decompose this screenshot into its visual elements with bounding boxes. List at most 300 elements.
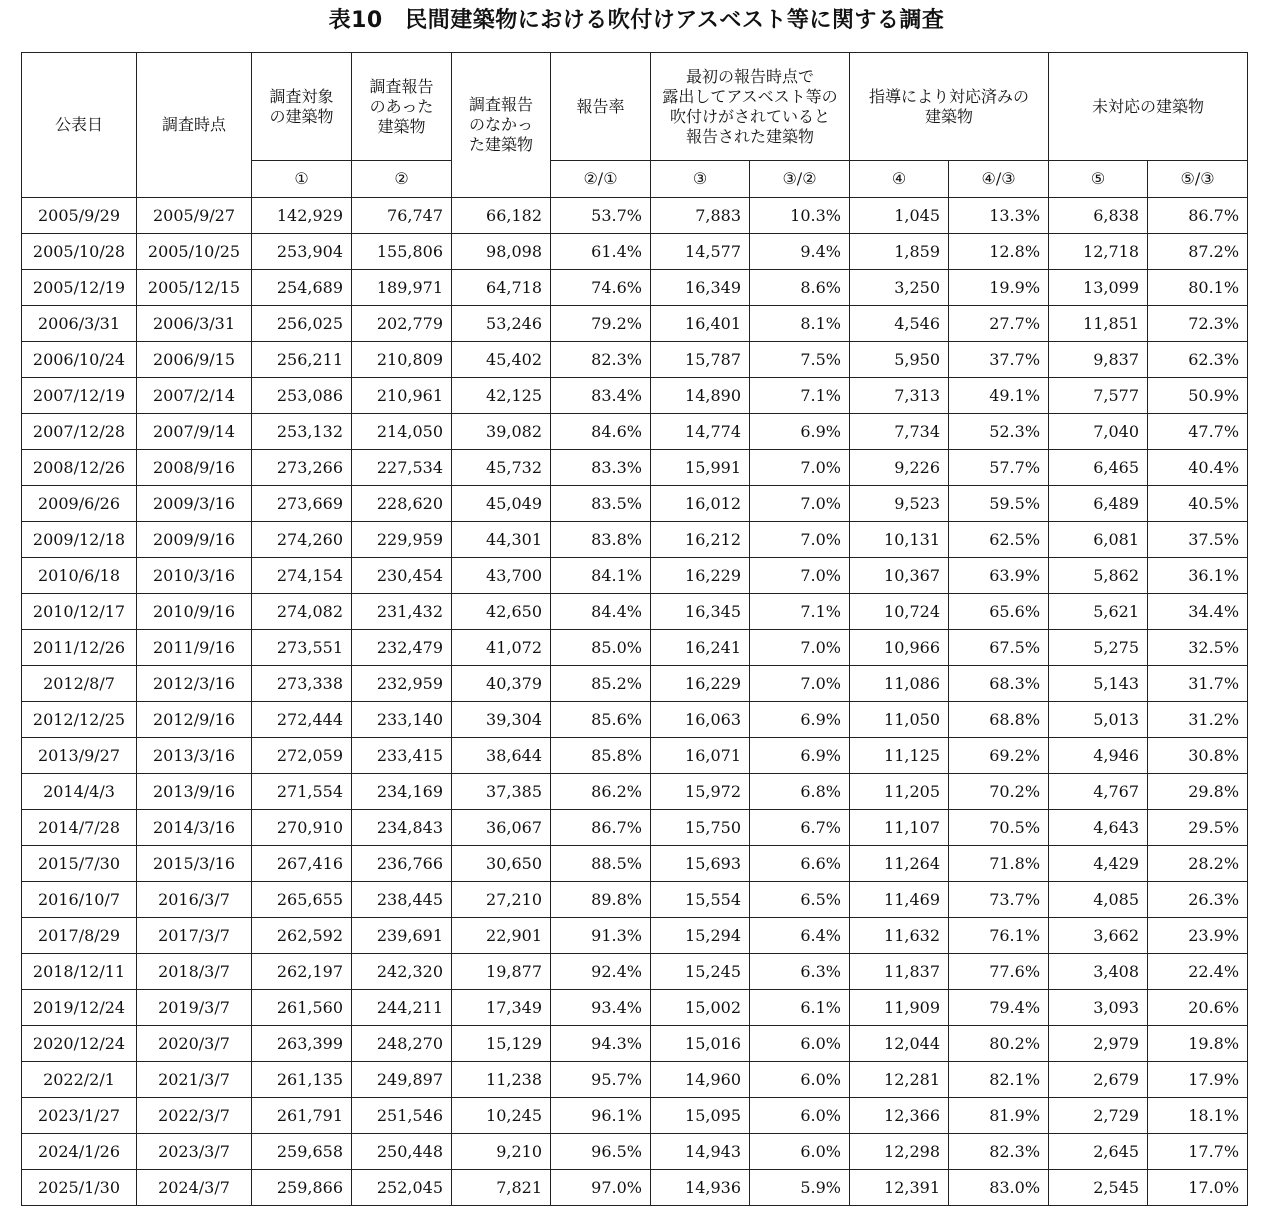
cell-announce-date: 2020/12/24 [22, 1026, 137, 1062]
cell-unhandled-ratio: 72.3% [1148, 306, 1248, 342]
subheader-2-over-1: ②/① [551, 161, 651, 198]
cell-not-reported: 98,098 [452, 234, 551, 270]
cell-survey-date: 2024/3/7 [137, 1170, 252, 1206]
cell-reported: 228,620 [352, 486, 452, 522]
cell-not-reported: 15,129 [452, 1026, 551, 1062]
cell-reported: 189,971 [352, 270, 452, 306]
cell-survey-date: 2014/3/16 [137, 810, 252, 846]
table-row [22, 1062, 1248, 1098]
cell-exposed-ratio: 7.5% [750, 342, 850, 378]
cell-exposed: 15,095 [651, 1098, 750, 1134]
cell-unhandled-ratio: 30.8% [1148, 738, 1248, 774]
cell-unhandled: 6,081 [1049, 522, 1148, 558]
cell-exposed-ratio: 7.1% [750, 378, 850, 414]
cell-handled: 4,546 [850, 306, 949, 342]
cell-announce-date: 2006/3/31 [22, 306, 137, 342]
cell-target: 273,551 [252, 630, 352, 666]
cell-report-rate: 93.4% [551, 990, 651, 1026]
cell-survey-date: 2016/3/7 [137, 882, 252, 918]
cell-handled-ratio: 52.3% [949, 414, 1049, 450]
cell-handled: 11,050 [850, 702, 949, 738]
cell-unhandled-ratio: 37.5% [1148, 522, 1248, 558]
cell-exposed-ratio: 7.0% [750, 630, 850, 666]
cell-exposed-ratio: 6.5% [750, 882, 850, 918]
cell-exposed: 16,212 [651, 522, 750, 558]
cell-unhandled-ratio: 87.2% [1148, 234, 1248, 270]
cell-unhandled-ratio: 40.5% [1148, 486, 1248, 522]
cell-exposed-ratio: 7.1% [750, 594, 850, 630]
cell-report-rate: 84.4% [551, 594, 651, 630]
table-row [22, 198, 1248, 234]
cell-report-rate: 88.5% [551, 846, 651, 882]
cell-reported: 210,961 [352, 378, 452, 414]
cell-reported: 76,747 [352, 198, 452, 234]
cell-exposed-ratio: 8.6% [750, 270, 850, 306]
cell-handled-ratio: 81.9% [949, 1098, 1049, 1134]
cell-announce-date: 2009/12/18 [22, 522, 137, 558]
cell-exposed: 16,063 [651, 702, 750, 738]
cell-unhandled: 6,838 [1049, 198, 1148, 234]
cell-exposed-ratio: 5.9% [750, 1170, 850, 1206]
cell-report-rate: 94.3% [551, 1026, 651, 1062]
cell-unhandled: 5,275 [1049, 630, 1148, 666]
cell-exposed: 15,787 [651, 342, 750, 378]
cell-announce-date: 2022/2/1 [22, 1062, 137, 1098]
cell-report-rate: 96.5% [551, 1134, 651, 1170]
subheader-3: ③ [651, 161, 750, 198]
cell-exposed: 14,960 [651, 1062, 750, 1098]
cell-unhandled-ratio: 31.7% [1148, 666, 1248, 702]
cell-unhandled-ratio: 50.9% [1148, 378, 1248, 414]
cell-not-reported: 41,072 [452, 630, 551, 666]
cell-unhandled: 11,851 [1049, 306, 1148, 342]
cell-target: 261,791 [252, 1098, 352, 1134]
cell-handled-ratio: 49.1% [949, 378, 1049, 414]
header-unhandled: 未対応の建築物 [1049, 53, 1248, 161]
cell-not-reported: 37,385 [452, 774, 551, 810]
cell-handled: 10,966 [850, 630, 949, 666]
cell-exposed-ratio: 6.0% [750, 1134, 850, 1170]
cell-handled-ratio: 63.9% [949, 558, 1049, 594]
table-row [22, 234, 1248, 270]
cell-unhandled-ratio: 31.2% [1148, 702, 1248, 738]
table-row [22, 1170, 1248, 1206]
cell-announce-date: 2007/12/28 [22, 414, 137, 450]
cell-unhandled: 6,465 [1049, 450, 1148, 486]
cell-exposed: 16,071 [651, 738, 750, 774]
cell-handled-ratio: 65.6% [949, 594, 1049, 630]
cell-not-reported: 30,650 [452, 846, 551, 882]
cell-survey-date: 2007/2/14 [137, 378, 252, 414]
cell-survey-date: 2021/3/7 [137, 1062, 252, 1098]
cell-announce-date: 2009/6/26 [22, 486, 137, 522]
table-title: 表10 民間建築物における吹付けアスベスト等に関する調査 [328, 8, 945, 33]
cell-report-rate: 83.8% [551, 522, 651, 558]
header-report-rate: 報告率 [551, 53, 651, 161]
cell-handled: 11,107 [850, 810, 949, 846]
cell-report-rate: 92.4% [551, 954, 651, 990]
cell-announce-date: 2010/12/17 [22, 594, 137, 630]
cell-target: 262,197 [252, 954, 352, 990]
cell-announce-date: 2023/1/27 [22, 1098, 137, 1134]
cell-report-rate: 96.1% [551, 1098, 651, 1134]
cell-handled: 3,250 [850, 270, 949, 306]
cell-not-reported: 36,067 [452, 810, 551, 846]
cell-report-rate: 83.3% [551, 450, 651, 486]
cell-report-rate: 97.0% [551, 1170, 651, 1206]
cell-handled-ratio: 82.1% [949, 1062, 1049, 1098]
cell-handled: 9,226 [850, 450, 949, 486]
header-not-reported-line: のなかっ [468, 115, 533, 134]
subheader-4: ④ [850, 161, 949, 198]
cell-handled-ratio: 70.2% [949, 774, 1049, 810]
cell-survey-date: 2005/10/25 [137, 234, 252, 270]
cell-report-rate: 82.3% [551, 342, 651, 378]
cell-unhandled: 2,729 [1049, 1098, 1148, 1134]
cell-handled: 12,298 [850, 1134, 949, 1170]
cell-report-rate: 86.7% [551, 810, 651, 846]
cell-handled-ratio: 37.7% [949, 342, 1049, 378]
table-row [22, 342, 1248, 378]
cell-report-rate: 61.4% [551, 234, 651, 270]
cell-target: 272,444 [252, 702, 352, 738]
cell-handled: 11,632 [850, 918, 949, 954]
cell-target: 273,266 [252, 450, 352, 486]
header-not-reported-line: 調査報告 [468, 95, 533, 114]
cell-announce-date: 2015/7/30 [22, 846, 137, 882]
cell-exposed: 14,774 [651, 414, 750, 450]
cell-announce-date: 2012/8/7 [22, 666, 137, 702]
cell-not-reported: 40,379 [452, 666, 551, 702]
cell-reported: 230,454 [352, 558, 452, 594]
cell-target: 274,154 [252, 558, 352, 594]
cell-exposed-ratio: 6.1% [750, 990, 850, 1026]
cell-reported: 239,691 [352, 918, 452, 954]
cell-unhandled: 2,679 [1049, 1062, 1148, 1098]
table-row [22, 306, 1248, 342]
cell-handled-ratio: 12.8% [949, 234, 1049, 270]
cell-exposed: 15,972 [651, 774, 750, 810]
cell-handled-ratio: 77.6% [949, 954, 1049, 990]
cell-reported: 238,445 [352, 882, 452, 918]
cell-target: 265,655 [252, 882, 352, 918]
cell-announce-date: 2010/6/18 [22, 558, 137, 594]
table-row [22, 270, 1248, 306]
cell-exposed: 16,229 [651, 666, 750, 702]
table-row [22, 486, 1248, 522]
cell-unhandled: 7,577 [1049, 378, 1148, 414]
cell-exposed: 14,943 [651, 1134, 750, 1170]
table-header [22, 53, 1248, 198]
cell-not-reported: 45,732 [452, 450, 551, 486]
header-target [252, 53, 352, 161]
cell-exposed-ratio: 6.0% [750, 1098, 850, 1134]
header-announce-date: 公表日 [22, 53, 137, 198]
table-row [22, 594, 1248, 630]
cell-handled: 5,950 [850, 342, 949, 378]
cell-handled-ratio: 59.5% [949, 486, 1049, 522]
cell-handled: 11,125 [850, 738, 949, 774]
cell-target: 142,929 [252, 198, 352, 234]
subheader-4-over-3: ④/③ [949, 161, 1049, 198]
cell-target: 274,260 [252, 522, 352, 558]
header-target-line: の建築物 [269, 106, 334, 126]
cell-survey-date: 2018/3/7 [137, 954, 252, 990]
cell-handled: 11,264 [850, 846, 949, 882]
cell-unhandled: 3,662 [1049, 918, 1148, 954]
cell-target: 273,338 [252, 666, 352, 702]
cell-reported: 242,320 [352, 954, 452, 990]
header-survey-date: 調査時点 [137, 53, 252, 198]
cell-exposed-ratio: 6.4% [750, 918, 850, 954]
cell-unhandled: 5,621 [1049, 594, 1148, 630]
cell-unhandled-ratio: 26.3% [1148, 882, 1248, 918]
cell-handled: 10,367 [850, 558, 949, 594]
cell-target: 254,689 [252, 270, 352, 306]
cell-report-rate: 84.1% [551, 558, 651, 594]
cell-exposed-ratio: 7.0% [750, 450, 850, 486]
cell-survey-date: 2009/3/16 [137, 486, 252, 522]
cell-target: 259,866 [252, 1170, 352, 1206]
cell-handled-ratio: 79.4% [949, 990, 1049, 1026]
cell-handled-ratio: 70.5% [949, 810, 1049, 846]
subheader-3-over-2: ③/② [750, 161, 850, 198]
cell-survey-date: 2010/3/16 [137, 558, 252, 594]
cell-handled-ratio: 71.8% [949, 846, 1049, 882]
cell-report-rate: 85.6% [551, 702, 651, 738]
cell-handled-ratio: 82.3% [949, 1134, 1049, 1170]
cell-reported: 249,897 [352, 1062, 452, 1098]
cell-not-reported: 53,246 [452, 306, 551, 342]
cell-unhandled: 2,645 [1049, 1134, 1148, 1170]
cell-not-reported: 45,402 [452, 342, 551, 378]
cell-handled: 10,724 [850, 594, 949, 630]
header-exposed-line: 報告された建築物 [685, 126, 814, 146]
cell-exposed: 16,401 [651, 306, 750, 342]
cell-handled-ratio: 62.5% [949, 522, 1049, 558]
cell-unhandled: 4,085 [1049, 882, 1148, 918]
cell-announce-date: 2014/4/3 [22, 774, 137, 810]
table-row [22, 414, 1248, 450]
cell-unhandled: 9,837 [1049, 342, 1148, 378]
table-row [22, 666, 1248, 702]
cell-handled: 12,044 [850, 1026, 949, 1062]
cell-not-reported: 42,125 [452, 378, 551, 414]
header-not-reported [452, 53, 551, 198]
cell-announce-date: 2005/10/28 [22, 234, 137, 270]
cell-not-reported: 10,245 [452, 1098, 551, 1134]
table-row [22, 450, 1248, 486]
cell-announce-date: 2014/7/28 [22, 810, 137, 846]
cell-report-rate: 83.5% [551, 486, 651, 522]
cell-exposed-ratio: 6.6% [750, 846, 850, 882]
cell-announce-date: 2011/12/26 [22, 630, 137, 666]
cell-reported: 227,534 [352, 450, 452, 486]
table-row [22, 954, 1248, 990]
cell-survey-date: 2022/3/7 [137, 1098, 252, 1134]
header-exposed-line: 露出してアスベスト等の [662, 86, 838, 106]
cell-unhandled-ratio: 80.1% [1148, 270, 1248, 306]
cell-unhandled-ratio: 23.9% [1148, 918, 1248, 954]
cell-handled: 12,391 [850, 1170, 949, 1206]
table-row [22, 558, 1248, 594]
header-exposed-line: 吹付けがされていると [669, 106, 830, 126]
cell-handled: 1,859 [850, 234, 949, 270]
cell-unhandled-ratio: 47.7% [1148, 414, 1248, 450]
cell-exposed: 15,693 [651, 846, 750, 882]
cell-unhandled: 4,946 [1049, 738, 1148, 774]
cell-not-reported: 17,349 [452, 990, 551, 1026]
table-row [22, 1134, 1248, 1170]
cell-unhandled: 2,979 [1049, 1026, 1148, 1062]
cell-unhandled: 6,489 [1049, 486, 1148, 522]
cell-handled: 9,523 [850, 486, 949, 522]
cell-survey-date: 2013/9/16 [137, 774, 252, 810]
cell-reported: 250,448 [352, 1134, 452, 1170]
cell-survey-date: 2017/3/7 [137, 918, 252, 954]
header-exposed [651, 53, 850, 161]
cell-exposed: 15,991 [651, 450, 750, 486]
cell-not-reported: 66,182 [452, 198, 551, 234]
cell-target: 256,211 [252, 342, 352, 378]
cell-reported: 244,211 [352, 990, 452, 1026]
cell-survey-date: 2019/3/7 [137, 990, 252, 1026]
cell-announce-date: 2025/1/30 [22, 1170, 137, 1206]
cell-handled-ratio: 83.0% [949, 1170, 1049, 1206]
cell-unhandled-ratio: 17.0% [1148, 1170, 1248, 1206]
cell-reported: 202,779 [352, 306, 452, 342]
cell-not-reported: 44,301 [452, 522, 551, 558]
cell-reported: 232,479 [352, 630, 452, 666]
cell-exposed: 15,002 [651, 990, 750, 1026]
cell-unhandled-ratio: 28.2% [1148, 846, 1248, 882]
table-row [22, 846, 1248, 882]
cell-exposed-ratio: 6.8% [750, 774, 850, 810]
cell-handled-ratio: 13.3% [949, 198, 1049, 234]
table-row [22, 1026, 1248, 1062]
cell-handled-ratio: 68.8% [949, 702, 1049, 738]
cell-unhandled: 5,862 [1049, 558, 1148, 594]
cell-report-rate: 89.8% [551, 882, 651, 918]
cell-report-rate: 74.6% [551, 270, 651, 306]
cell-survey-date: 2023/3/7 [137, 1134, 252, 1170]
cell-target: 261,560 [252, 990, 352, 1026]
cell-survey-date: 2010/9/16 [137, 594, 252, 630]
cell-unhandled-ratio: 18.1% [1148, 1098, 1248, 1134]
cell-reported: 233,140 [352, 702, 452, 738]
cell-reported: 232,959 [352, 666, 452, 702]
cell-survey-date: 2009/9/16 [137, 522, 252, 558]
cell-not-reported: 19,877 [452, 954, 551, 990]
cell-report-rate: 85.2% [551, 666, 651, 702]
cell-exposed: 15,750 [651, 810, 750, 846]
cell-exposed-ratio: 10.3% [750, 198, 850, 234]
table-row [22, 810, 1248, 846]
cell-survey-date: 2005/12/15 [137, 270, 252, 306]
cell-target: 256,025 [252, 306, 352, 342]
cell-not-reported: 7,821 [452, 1170, 551, 1206]
cell-target: 271,554 [252, 774, 352, 810]
cell-exposed-ratio: 6.7% [750, 810, 850, 846]
cell-handled: 11,909 [850, 990, 949, 1026]
cell-exposed: 14,890 [651, 378, 750, 414]
cell-unhandled: 13,099 [1049, 270, 1148, 306]
cell-exposed: 14,936 [651, 1170, 750, 1206]
cell-handled: 11,086 [850, 666, 949, 702]
cell-unhandled-ratio: 29.8% [1148, 774, 1248, 810]
cell-unhandled: 3,408 [1049, 954, 1148, 990]
cell-handled-ratio: 68.3% [949, 666, 1049, 702]
cell-announce-date: 2007/12/19 [22, 378, 137, 414]
cell-target: 272,059 [252, 738, 352, 774]
cell-report-rate: 84.6% [551, 414, 651, 450]
header-handled [850, 53, 1049, 161]
cell-unhandled: 5,143 [1049, 666, 1148, 702]
cell-handled: 1,045 [850, 198, 949, 234]
header-handled-line: 指導により対応済みの [869, 86, 1030, 106]
cell-target: 262,592 [252, 918, 352, 954]
cell-exposed: 16,241 [651, 630, 750, 666]
cell-unhandled-ratio: 20.6% [1148, 990, 1248, 1026]
cell-handled-ratio: 69.2% [949, 738, 1049, 774]
cell-handled: 11,205 [850, 774, 949, 810]
cell-target: 261,135 [252, 1062, 352, 1098]
cell-reported: 210,809 [352, 342, 452, 378]
cell-survey-date: 2008/9/16 [137, 450, 252, 486]
subheader-5: ⑤ [1049, 161, 1148, 198]
cell-report-rate: 85.0% [551, 630, 651, 666]
cell-reported: 248,270 [352, 1026, 452, 1062]
cell-exposed-ratio: 6.0% [750, 1062, 850, 1098]
cell-target: 270,910 [252, 810, 352, 846]
cell-unhandled-ratio: 17.7% [1148, 1134, 1248, 1170]
cell-reported: 229,959 [352, 522, 452, 558]
cell-report-rate: 95.7% [551, 1062, 651, 1098]
table-row [22, 378, 1248, 414]
cell-unhandled: 4,643 [1049, 810, 1148, 846]
cell-exposed: 15,016 [651, 1026, 750, 1062]
subheader-1: ① [252, 161, 352, 198]
cell-reported: 234,843 [352, 810, 452, 846]
cell-unhandled-ratio: 22.4% [1148, 954, 1248, 990]
cell-not-reported: 9,210 [452, 1134, 551, 1170]
cell-report-rate: 85.8% [551, 738, 651, 774]
cell-target: 263,399 [252, 1026, 352, 1062]
cell-unhandled-ratio: 86.7% [1148, 198, 1248, 234]
cell-not-reported: 39,082 [452, 414, 551, 450]
cell-not-reported: 64,718 [452, 270, 551, 306]
cell-exposed-ratio: 7.0% [750, 486, 850, 522]
cell-exposed: 7,883 [651, 198, 750, 234]
cell-announce-date: 2008/12/26 [22, 450, 137, 486]
cell-announce-date: 2013/9/27 [22, 738, 137, 774]
cell-target: 253,132 [252, 414, 352, 450]
table-row [22, 882, 1248, 918]
cell-handled: 7,313 [850, 378, 949, 414]
cell-unhandled: 3,093 [1049, 990, 1148, 1026]
cell-unhandled: 5,013 [1049, 702, 1148, 738]
cell-exposed: 16,349 [651, 270, 750, 306]
cell-reported: 234,169 [352, 774, 452, 810]
cell-handled-ratio: 73.7% [949, 882, 1049, 918]
cell-exposed-ratio: 7.0% [750, 666, 850, 702]
table-row [22, 990, 1248, 1026]
table-row [22, 630, 1248, 666]
cell-announce-date: 2019/12/24 [22, 990, 137, 1026]
cell-exposed: 15,554 [651, 882, 750, 918]
cell-survey-date: 2005/9/27 [137, 198, 252, 234]
cell-not-reported: 39,304 [452, 702, 551, 738]
